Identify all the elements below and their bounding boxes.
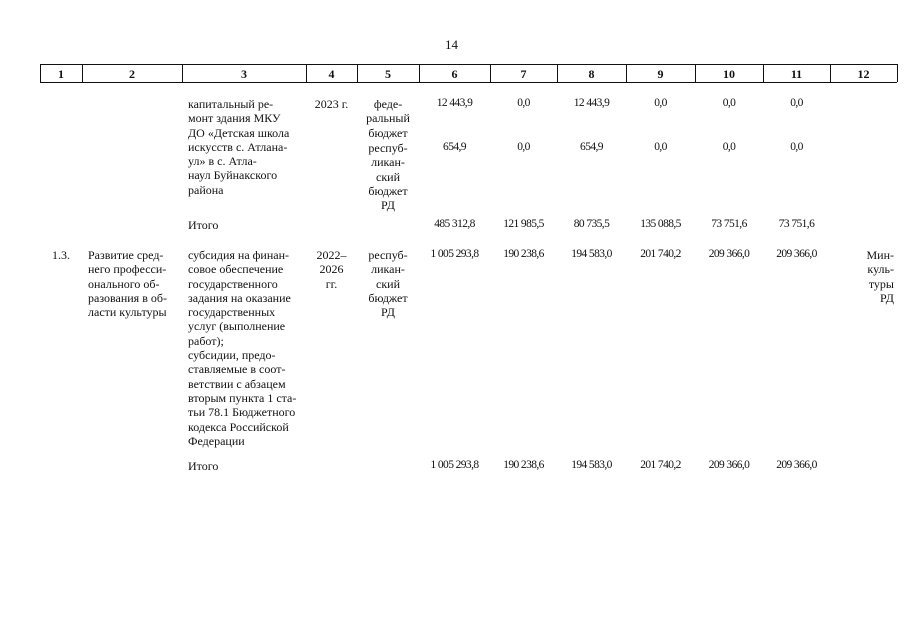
header-cell: 4	[328, 67, 335, 81]
text-line: РД	[381, 198, 395, 213]
text-line: туры	[868, 276, 894, 291]
row2-number: 1.3.	[52, 248, 70, 262]
text-line: ставляемые в соот-	[188, 362, 286, 377]
row1-years: 2023 г.	[314, 97, 349, 111]
text-line: гг.	[325, 276, 338, 291]
row2-name	[88, 248, 180, 319]
row2-years	[306, 248, 357, 291]
header-cell: 5	[385, 67, 391, 81]
text-line: ласти культуры	[88, 305, 167, 320]
text-line: РД	[880, 290, 894, 305]
total-value: 190 238,6	[503, 459, 544, 471]
value-cell: 201 740,2	[640, 248, 681, 260]
value-cell: 654,9	[443, 141, 466, 153]
text-line: тьи 78.1 Бюджетного	[188, 405, 296, 420]
header-cell: 10	[723, 67, 735, 81]
text-line: ликан-	[371, 155, 405, 170]
header-cell: 9	[657, 67, 664, 81]
row1-source-republic	[357, 141, 419, 212]
value-cell: 190 238,6	[503, 248, 544, 260]
header-cell: 11	[790, 67, 803, 81]
text-line: куль-	[867, 262, 894, 277]
value-cell: 1 005 293,8	[430, 248, 479, 260]
text-line: феде-	[373, 97, 403, 111]
header-top-border	[40, 64, 897, 65]
text-line: РД	[381, 305, 395, 320]
total-label: Итого	[188, 459, 219, 473]
row2-executor	[840, 248, 894, 305]
text-line: разования в об-	[88, 290, 167, 305]
value-cell: 209 366,0	[776, 248, 817, 260]
text-line: работ);	[188, 333, 224, 348]
text-line: бюджет	[368, 183, 408, 198]
text-line: бюджет	[368, 125, 408, 140]
text-line: задания на оказание	[188, 290, 291, 305]
text-line: совое обеспечение	[188, 262, 284, 277]
value-cell: 654,9	[580, 141, 603, 153]
total-value: 80 735,5	[573, 218, 610, 230]
value-cell: 0,0	[654, 141, 667, 153]
text-line: наул Буйнакского	[188, 168, 278, 183]
value-cell: 12 443,9	[436, 97, 473, 109]
text-line: Мин-	[866, 248, 894, 262]
header-cell: 2	[129, 67, 135, 81]
text-line: кодекса Российской	[188, 419, 289, 434]
text-line: бюджет	[368, 290, 408, 305]
text-line: Развитие сред-	[88, 248, 164, 262]
row1-description	[188, 97, 300, 197]
total-value: 209 366,0	[708, 459, 750, 471]
text-line: монт здания МКУ	[188, 111, 281, 126]
text-line: субсидия на финан-	[188, 248, 290, 262]
value-cell: 0,0	[790, 141, 803, 153]
text-line: респуб-	[368, 141, 408, 155]
total-value: 201 740,2	[640, 459, 681, 471]
value-cell: 209 366,0	[708, 248, 750, 260]
text-line: 2022–	[316, 248, 347, 262]
total-value: 73 751,6	[778, 218, 815, 230]
row1-source-federal	[357, 97, 419, 140]
text-line: ский	[376, 276, 400, 291]
value-cell: 0,0	[722, 141, 736, 153]
total-value: 135 088,5	[640, 218, 681, 230]
text-line: респуб-	[368, 248, 408, 262]
row2-description	[188, 248, 300, 448]
text-line: ликан-	[371, 262, 405, 277]
total-value: 194 583,0	[571, 459, 612, 471]
text-line: 2026	[319, 262, 344, 277]
text-line: онального об-	[88, 276, 160, 291]
text-line: района	[188, 182, 224, 197]
text-line: ральный	[366, 111, 410, 126]
value-cell: 0,0	[517, 141, 530, 153]
text-line: ский	[376, 169, 400, 184]
total-label: Итого	[188, 218, 219, 232]
text-line: капитальный ре-	[188, 97, 274, 111]
header-cell: 8	[588, 67, 595, 81]
text-line: ул» в с. Атла-	[188, 154, 257, 169]
total-value: 1 005 293,8	[430, 459, 479, 471]
header-cell: 6	[451, 67, 458, 81]
value-cell: 0,0	[722, 97, 736, 109]
row2-source	[357, 248, 419, 319]
text-line: государственных	[188, 305, 276, 320]
total-value: 209 366,0	[776, 459, 817, 471]
value-cell: 12 443,9	[573, 97, 610, 109]
header-cell: 1	[58, 67, 64, 81]
total-value: 485 312,8	[434, 218, 475, 230]
header-divider	[897, 64, 898, 82]
text-line: государственного	[188, 276, 278, 291]
value-cell: 0,0	[790, 97, 803, 109]
total-value: 121 985,5	[503, 218, 544, 230]
value-cell: 194 583,0	[571, 248, 612, 260]
text-line: услуг (выполнение	[188, 319, 286, 334]
page-number: 14	[445, 37, 458, 52]
text-line: вторым пункта 1 ста-	[188, 390, 297, 405]
text-line: искусств с. Атлана-	[188, 139, 288, 154]
header-cell: 7	[520, 67, 527, 81]
header-cell: 3	[241, 67, 247, 81]
text-line: него професси-	[88, 262, 167, 277]
value-cell: 0,0	[654, 97, 667, 109]
total-value: 73 751,6	[711, 218, 747, 230]
text-line: ДО «Детская школа	[188, 125, 290, 140]
text-line: Федерации	[188, 433, 245, 448]
header-bottom-border	[40, 82, 897, 83]
text-line: субсидии, предо-	[188, 348, 276, 363]
header-cell: 12	[857, 67, 870, 81]
value-cell: 0,0	[517, 97, 530, 109]
text-line: ветствии с абзацем	[188, 376, 286, 391]
